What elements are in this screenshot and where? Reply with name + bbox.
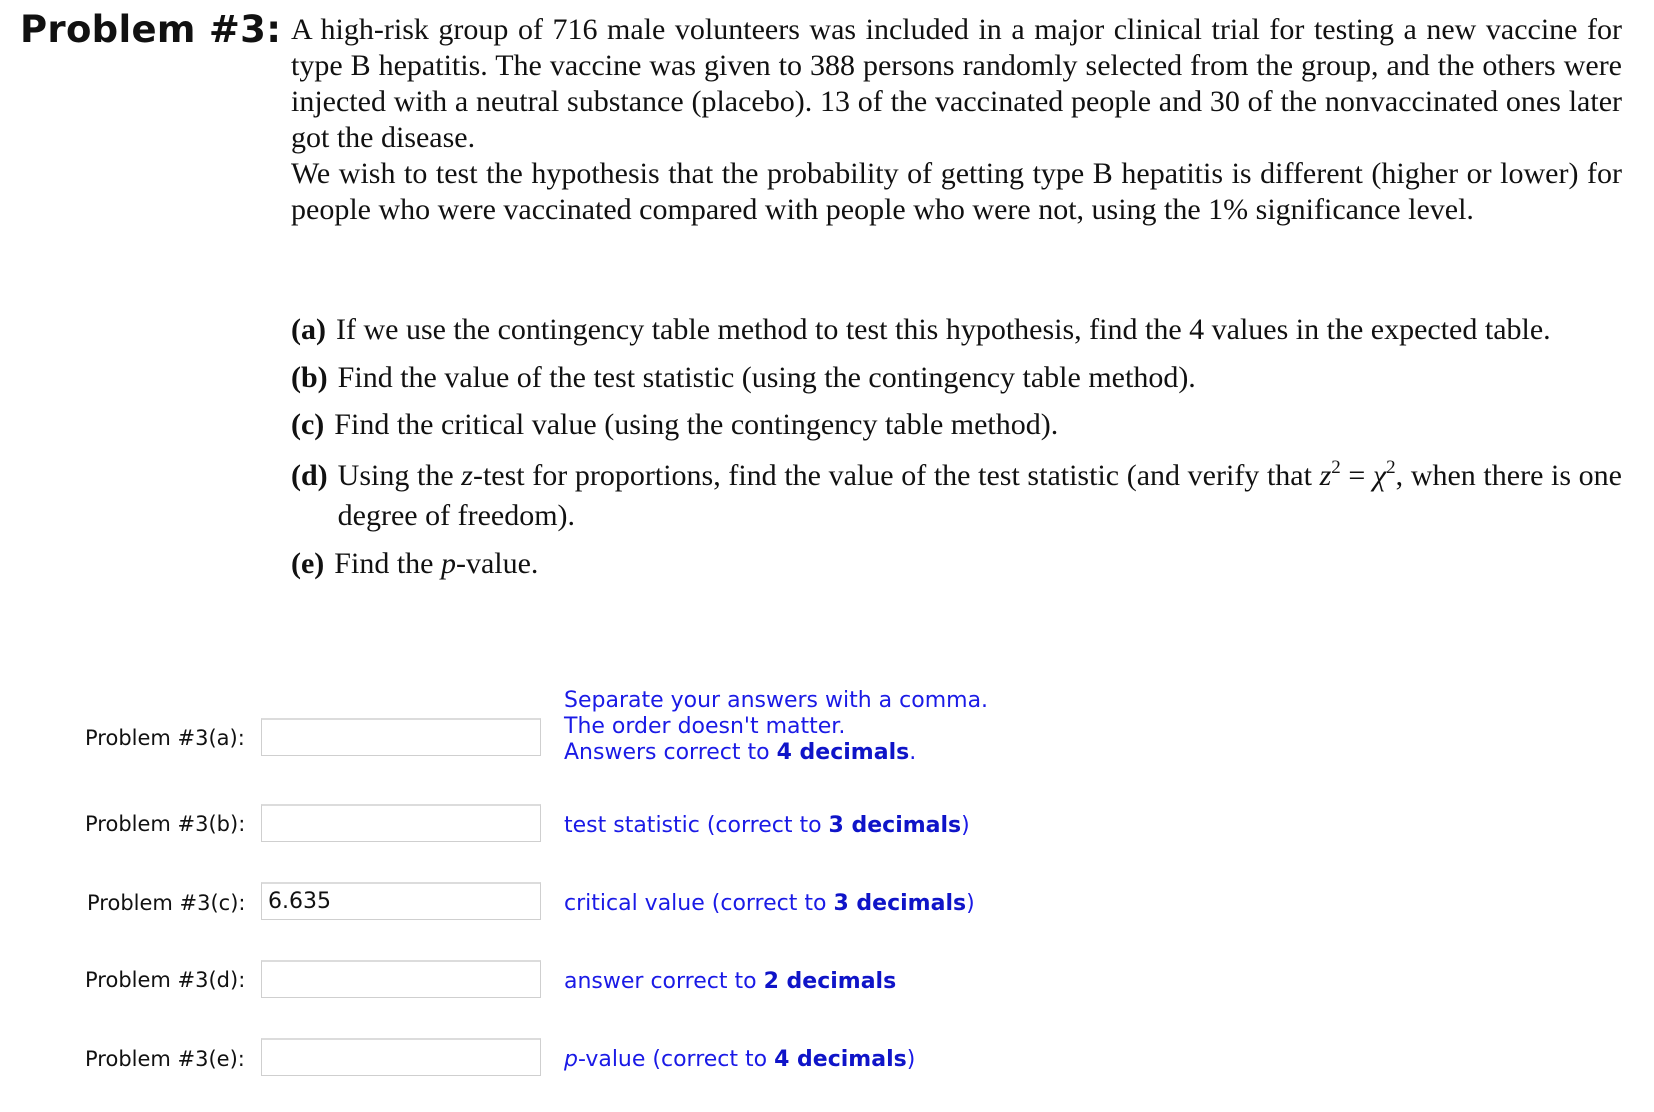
answer-label-c: Problem #3(c): <box>87 891 246 915</box>
part-e <box>291 546 1622 582</box>
answer-hint-b: test statistic (correct to 3 decimals) <box>564 813 970 838</box>
answer-hint-c: critical value (correct to 3 decimals) <box>564 891 975 916</box>
statement-paragraph-1: A high-risk group of 716 male volunteers was included in a major clinical trial for testing a new vaccine for type B hepatitis. The vaccine was given to 388 persons randomly selected from the group, and the others were injected with a neutral substance (placebo). 13 of the vaccinated people and 30 of the nonvaccinated ones later got the disease. <box>291 13 1622 154</box>
answer-input-e[interactable] <box>261 1038 541 1076</box>
answer-label-e: Problem #3(e): <box>85 1047 245 1071</box>
part-e-text: Find the p-value. <box>334 547 539 580</box>
part-e-label: (e) <box>291 547 325 580</box>
answer-input-a[interactable] <box>261 718 541 756</box>
answer-hint-e: p-value (correct to 4 decimals) <box>564 1047 916 1072</box>
part-d <box>291 458 1622 534</box>
part-a-label: (a) <box>291 313 326 346</box>
answer-hint-a: Separate your answers with a comma. The order doesn't matter. Answers correct to 4 decimals. <box>564 688 989 765</box>
problem-parts <box>291 312 1622 582</box>
part-c-label: (c) <box>291 408 325 441</box>
part-a-text: If we use the contingency table method to test this hypothesis, find the 4 values in the expected table. <box>335 313 1551 346</box>
problem-heading: Problem #3: <box>20 8 282 51</box>
part-b <box>291 360 1622 396</box>
part-d-label: (d) <box>291 459 328 492</box>
problem-statement <box>291 12 1622 228</box>
answer-label-d: Problem #3(d): <box>85 968 246 992</box>
answer-label-b: Problem #3(b): <box>85 812 246 836</box>
answer-input-b[interactable] <box>261 804 541 842</box>
part-b-label: (b) <box>291 361 328 394</box>
part-b-text: Find the value of the test statistic (using the contingency table method). <box>337 361 1196 394</box>
part-c-text: Find the critical value (using the contingency table method). <box>334 408 1059 441</box>
statement-paragraph-2: We wish to test the hypothesis that the probability of getting type B hepatitis is different (higher or lower) for people who were vaccinated compared with people who were not, using the 1% significance level. <box>291 157 1622 226</box>
part-d-text: Using the z-test for proportions, find the value of the test statistic (and verify that $z^2 = \chi^2$, when there is one degree of freedom). <box>337 457 1622 532</box>
part-c <box>291 407 1622 443</box>
answer-label-a: Problem #3(a): <box>85 726 245 750</box>
part-a <box>291 312 1622 348</box>
answer-hint-d: answer correct to 2 decimals <box>564 969 897 994</box>
answer-input-c[interactable] <box>261 882 541 920</box>
answer-input-d[interactable] <box>261 960 541 998</box>
